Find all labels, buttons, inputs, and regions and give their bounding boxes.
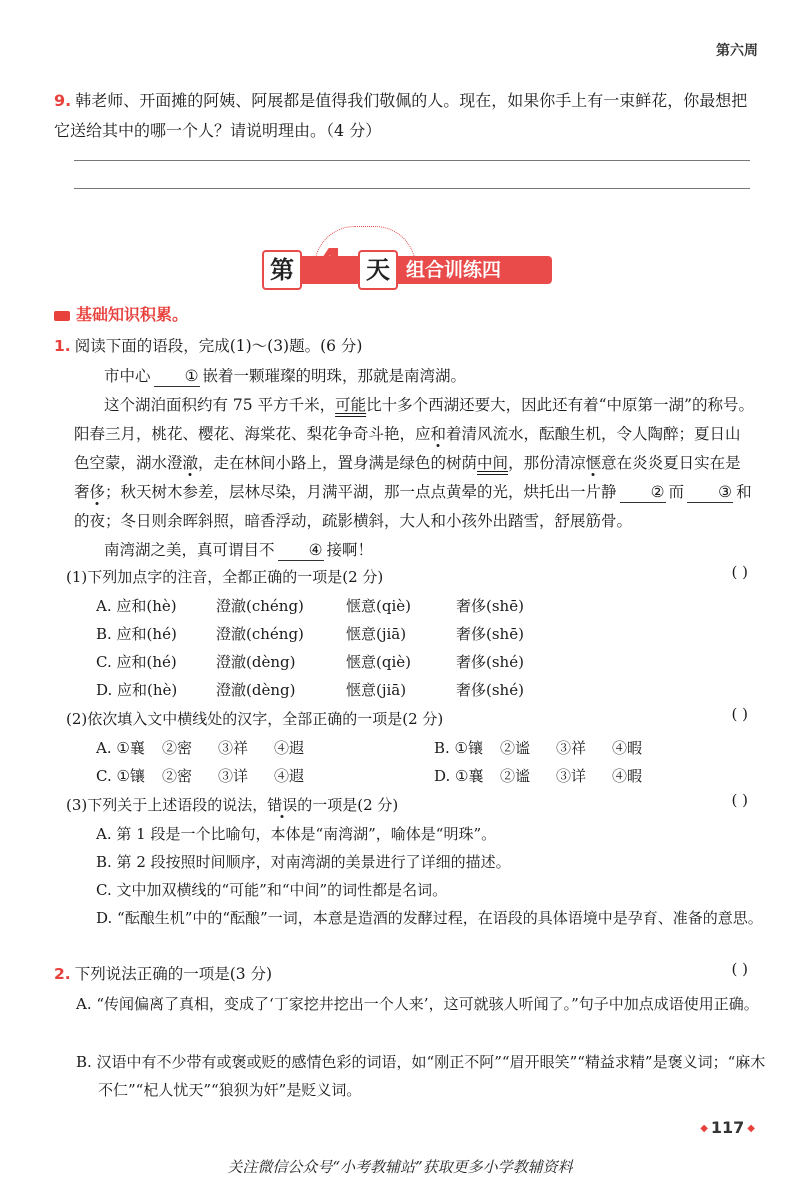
option-cell: 惬意(qiè) — [346, 653, 411, 671]
option-cell: 惬意(jiā) — [346, 681, 407, 699]
banner-char-tian: 天 — [358, 250, 398, 290]
option-row-cd[interactable] — [96, 762, 668, 790]
q1-intro — [54, 332, 754, 360]
question-number: 1. — [54, 337, 71, 355]
p2-text: 着清风流水，酝酿生机，令人陶醉；夏日山色空蒙，湖水澄 — [74, 425, 741, 472]
option-cell: ③详 — [218, 767, 249, 785]
option-cell: 惬意(qiè) — [346, 597, 411, 615]
question-text: 韩老师、开面摊的阿姨、阿展都是值得我们敬佩的人。现在，如果你手上有一束鲜花，你最想把它送给其中的哪一个人？请说明理由。（4 分） — [54, 91, 748, 140]
option-cell: ②密 — [162, 739, 193, 757]
section-heading — [54, 302, 188, 325]
dotted-char-he: 和 — [430, 425, 447, 443]
dotted-char-chi: 侈 — [89, 483, 106, 501]
double-underlined-word-keneng: 可能 — [335, 396, 367, 414]
question-number: 9. — [54, 91, 72, 110]
p1-text-a: 市中心 — [104, 367, 151, 385]
option-cell: 奢侈(shé) — [456, 653, 524, 671]
stem-text: 的一项是(2 分) — [297, 796, 399, 814]
option-cell: B. ①镶 — [434, 739, 484, 757]
question-number: 2. — [54, 965, 71, 983]
option-cell: ④遐 — [274, 767, 305, 785]
dotted-char-che: 澈 — [182, 454, 199, 472]
banner-subtitle: 组合训练四 — [406, 259, 502, 281]
double-underlined-word-zhongjian: 中间 — [477, 454, 509, 472]
p2-text: 意在炎炎夏日实在是奢 — [74, 454, 741, 501]
section-bar-icon — [54, 311, 70, 321]
p3-text-b: 接啊！ — [326, 541, 374, 559]
option-cell: ④遐 — [274, 739, 305, 757]
p2-text: ；秋天树木参差，层林尽染，月满平湖，那一点点黄晕的光，烘托出一片静 — [105, 483, 617, 501]
option-cell: 澄澈(dèng) — [216, 681, 296, 699]
blank-4[interactable]: ④ — [278, 540, 324, 561]
p2-text: 这个湖泊面积约有 75 平方千米， — [104, 396, 336, 414]
answer-paren-s1[interactable]: ( ) — [731, 563, 748, 581]
question-2 — [54, 960, 272, 988]
option-cell: D. ①襄 — [434, 767, 484, 785]
option-c[interactable]: C. 文中加双横线的“可能”和“中间”的词性都是名词。 — [96, 881, 448, 899]
blank-1[interactable]: ① — [154, 366, 200, 387]
blank-2[interactable]: ② — [620, 482, 666, 503]
option-cell: C. ①镶 — [96, 767, 145, 785]
subquestion-1-stem: (1)下列加点字的注音，全都正确的一项是(2 分) — [66, 568, 384, 586]
question-text: 下列说法正确的一项是(3 分) — [74, 965, 273, 983]
subquestion-1-options — [96, 592, 566, 704]
section-title: 基础知识积累。 — [76, 305, 189, 324]
day-banner — [254, 240, 554, 291]
answer-line-2[interactable] — [74, 188, 750, 189]
diamond-icon: ◆ — [700, 1123, 708, 1134]
option-row-b[interactable] — [96, 620, 566, 648]
dotted-char-qie: 惬 — [585, 454, 602, 472]
subquestion-2-stem: (2)依次填入文中横线处的汉字，全部正确的一项是(2 分) — [66, 710, 444, 728]
option-cell: ④暇 — [612, 767, 643, 785]
p2-text: 和的夜；冬日则余晖斜照，暗香浮动，疏影横斜，大人和小孩外出踏雪，舒展筋骨。 — [74, 483, 752, 530]
answer-paren-s3[interactable]: ( ) — [731, 791, 748, 809]
blank-3[interactable]: ③ — [687, 482, 733, 503]
question-9 — [54, 86, 760, 146]
option-d[interactable]: D. “酝酿生机”中的“酝酿”一词，本意是造酒的发酵过程，在语段的具体语境中是孕育、准备的意思。 — [96, 909, 763, 927]
dotted-word-wrong-text: 错误 — [267, 796, 298, 814]
option-cell: 惬意(jiā) — [346, 625, 407, 643]
answer-paren-s2[interactable]: ( ) — [731, 705, 748, 723]
option-cell: 奢侈(shé) — [456, 681, 524, 699]
option-cell: ②谧 — [500, 767, 531, 785]
answer-line-1[interactable] — [74, 160, 750, 161]
q1-intro-text: 阅读下面的语段，完成(1)～(3)题。(6 分) — [74, 337, 363, 355]
banner-char-di: 第 — [262, 250, 302, 290]
answer-paren-q2[interactable]: ( ) — [731, 960, 748, 978]
option-cell: 奢侈(shē) — [456, 597, 524, 615]
option-row-c[interactable] — [96, 648, 566, 676]
option-cell: B. 应和(hé) — [96, 625, 177, 643]
option-cell: 澄澈(chéng) — [216, 625, 304, 643]
option-cell: ④暇 — [612, 739, 643, 757]
footer-note: 关注微信公众号“小考教辅站”获取更多小学教辅资料 — [227, 1158, 573, 1176]
q2-option-a[interactable]: A. “传闻偏离了真相，变成了‘丁家挖井挖出一个人来’，这可就骇人听闻了。”句子中加点成语使用正确。 — [76, 995, 759, 1013]
option-cell: A. ①襄 — [96, 739, 145, 757]
p1-text-b: 嵌着一颗璀璨的明珠，那就是南湾湖。 — [202, 367, 467, 385]
stem-text: (3)下列关于上述语段的说法， — [66, 796, 268, 814]
option-row-ab[interactable] — [96, 734, 668, 762]
option-cell: ③祥 — [556, 739, 587, 757]
option-cell: ③详 — [556, 767, 587, 785]
option-a[interactable]: A. 第 1 段是一个比喻句，本体是“南湾湖”，喻体是“明珠”。 — [96, 825, 497, 843]
option-cell: A. 应和(hè) — [96, 597, 177, 615]
q2-option-b[interactable]: B. 汉语中有不少带有或褒或贬的感情色彩的词语，如“刚正不阿”“眉开眼笑”“精益求精”是褒义词；“麻木不仁”“杞人忧天”“狼狈为奸”是贬义词。 — [76, 1053, 766, 1099]
option-cell: ②谧 — [500, 739, 531, 757]
week-label: 第六周 — [716, 43, 758, 59]
page-number-text: 117 — [710, 1118, 745, 1137]
p3-text-a: 南湾湖之美，真可谓目不 — [104, 541, 275, 559]
p2-text: 而 — [668, 483, 685, 501]
option-cell: ②密 — [162, 767, 193, 785]
p2-text: ，走在林间小路上，置身满是绿色的树荫 — [198, 454, 478, 472]
diamond-icon: ◆ — [747, 1123, 755, 1134]
dotted-word-wrong — [267, 796, 297, 814]
p2-text: 比十多个西湖还要大，因此还有着“中原第一湖”的称号。阳春三月，桃花、樱花、海棠花、梨花争奇斗艳，应 — [74, 396, 754, 443]
option-cell: D. 应和(hè) — [96, 681, 178, 699]
passage-paragraph-3 — [74, 536, 754, 564]
p2-text: ，那份清凉 — [508, 454, 586, 472]
page-number — [697, 1118, 758, 1137]
option-b[interactable]: B. 第 2 段按照时间顺序，对南湾湖的美景进行了详细的描述。 — [96, 853, 511, 871]
passage-paragraph-1 — [74, 362, 754, 390]
subquestion-3-stem — [66, 791, 398, 819]
option-cell: ③祥 — [218, 739, 249, 757]
passage-paragraph-2 — [74, 391, 754, 536]
option-cell: 澄澈(chéng) — [216, 597, 304, 615]
option-row-a[interactable] — [96, 592, 566, 620]
option-row-d[interactable] — [96, 676, 566, 704]
option-cell: C. 应和(hé) — [96, 653, 177, 671]
banner-day-number: 4 — [314, 240, 345, 291]
option-cell: 奢侈(shē) — [456, 625, 524, 643]
option-cell: 澄澈(dèng) — [216, 653, 296, 671]
